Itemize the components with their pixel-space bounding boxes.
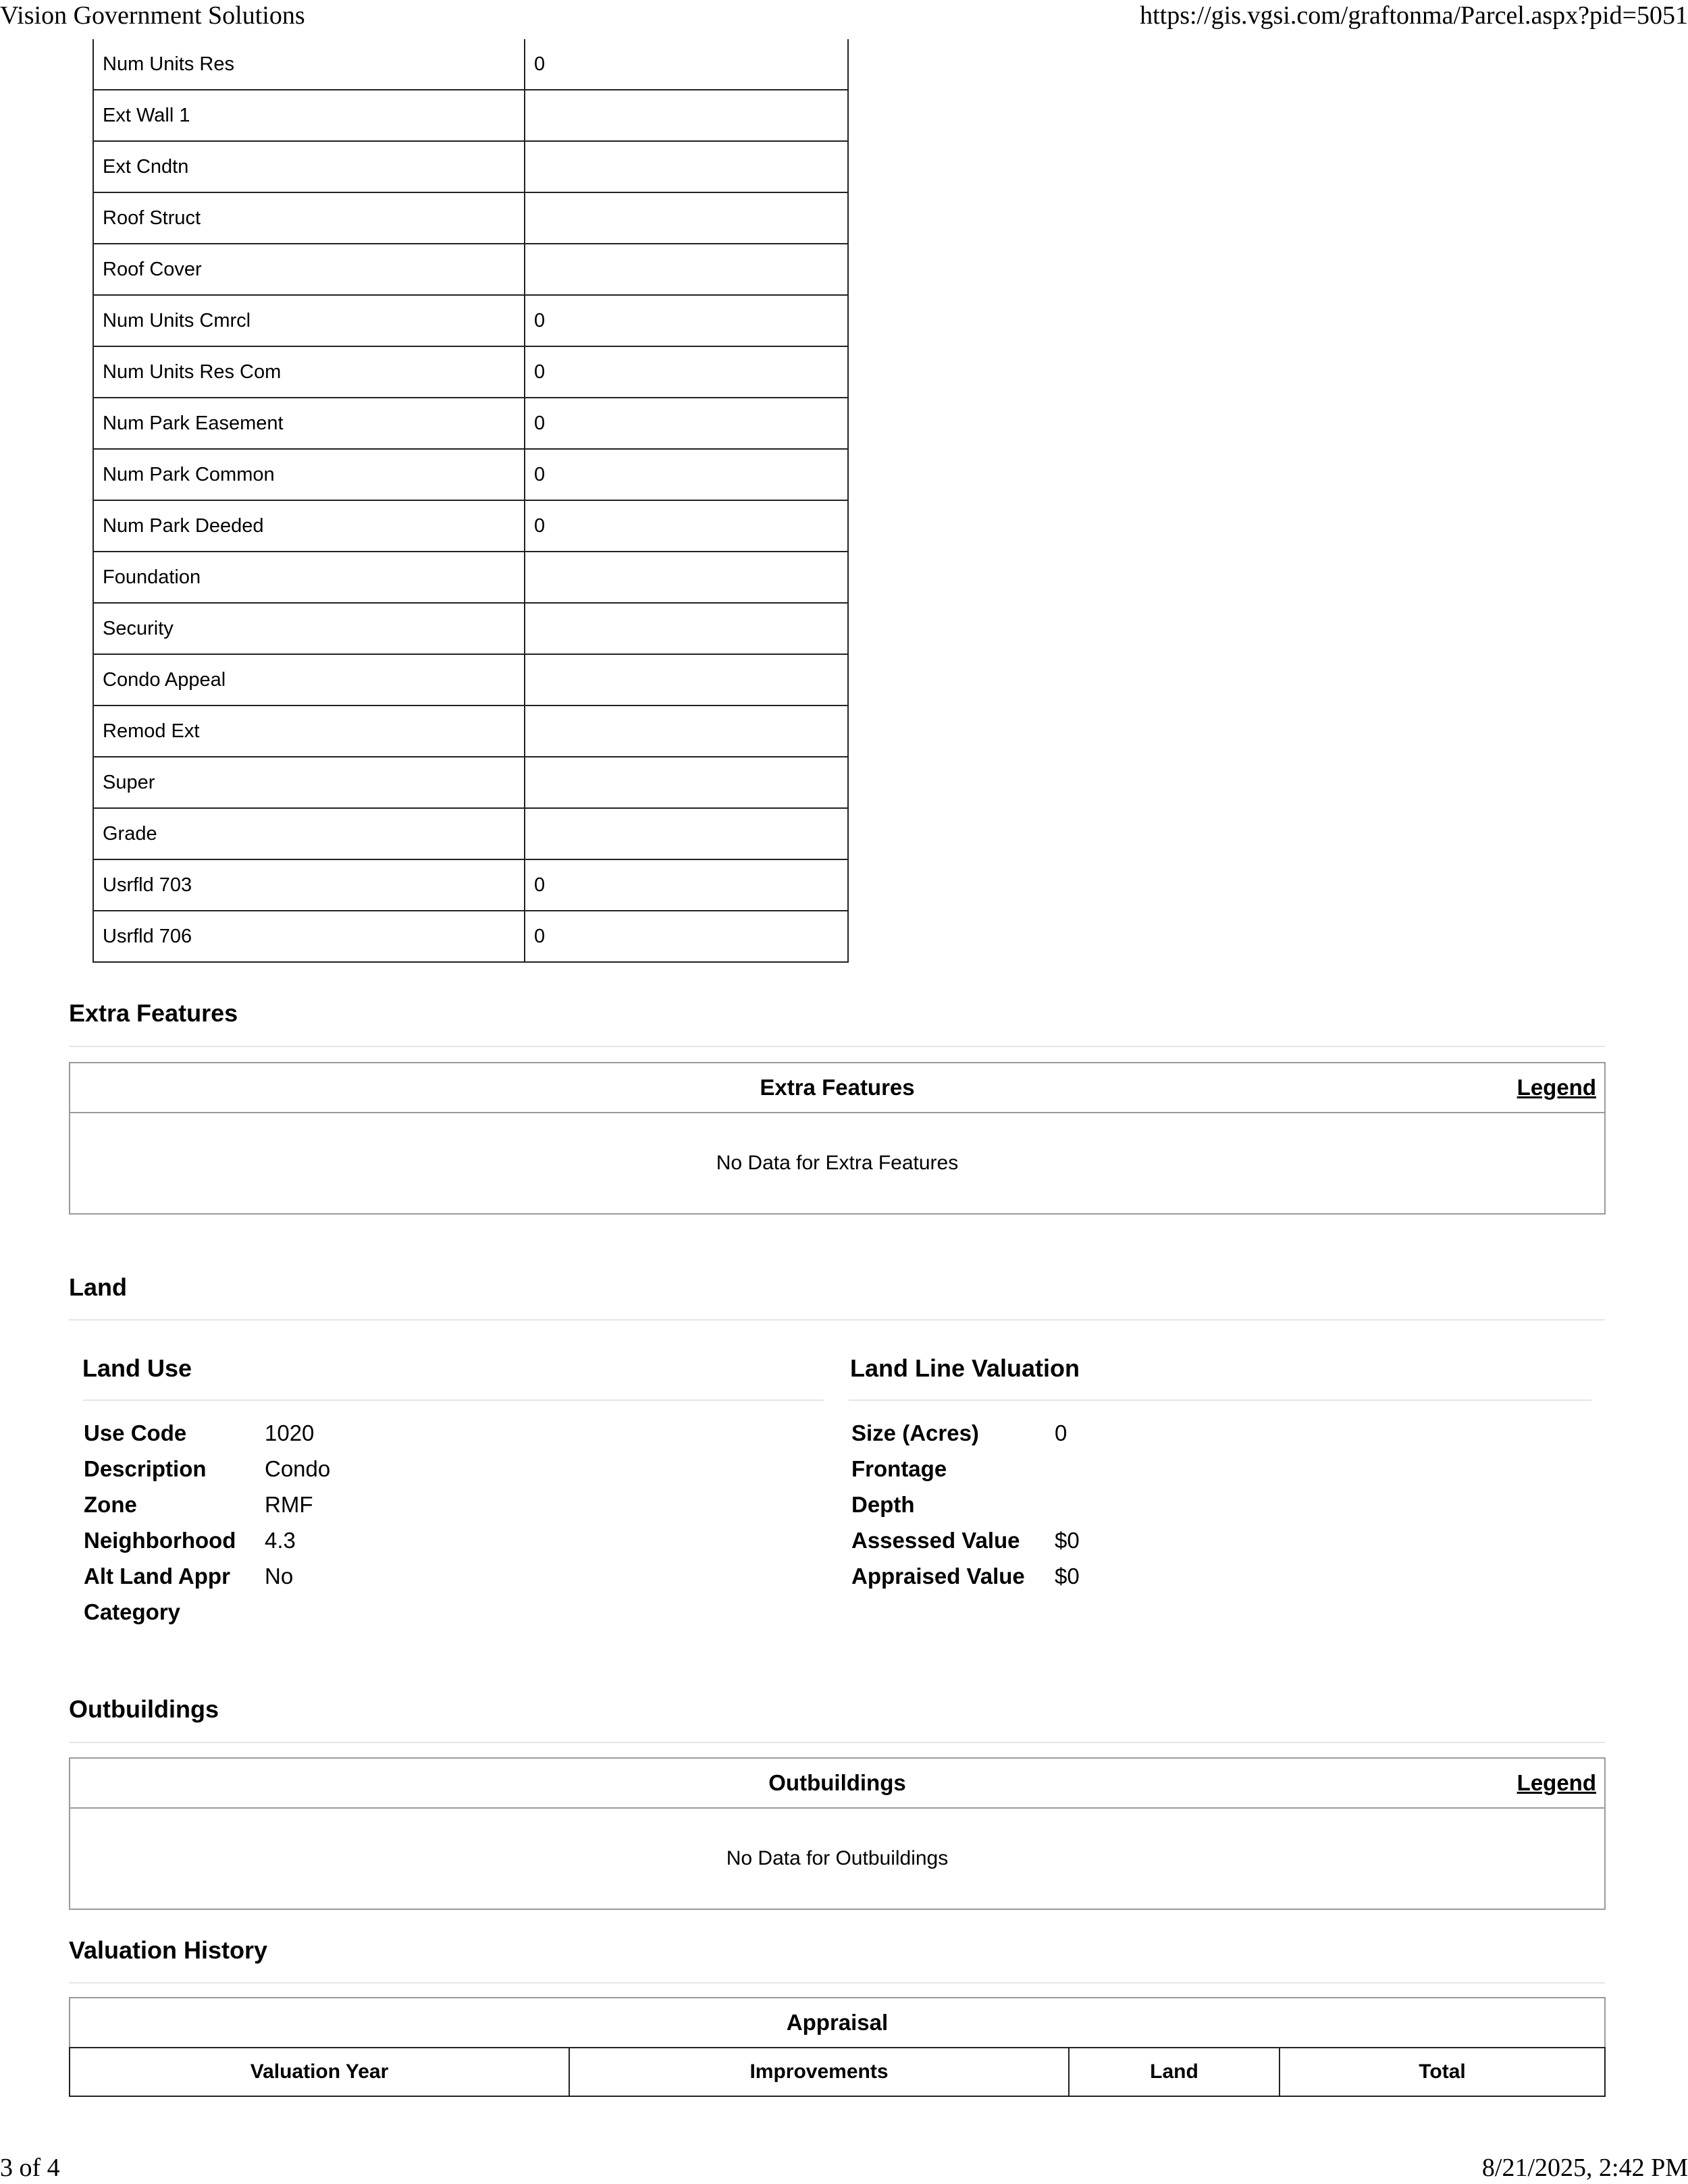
attribute-value bbox=[525, 757, 848, 808]
land-use-heading: Land Use bbox=[82, 1354, 192, 1382]
outbuildings-legend-link[interactable]: Legend bbox=[1516, 1770, 1596, 1795]
attribute-value: 0 bbox=[525, 449, 848, 500]
attribute-value bbox=[525, 192, 848, 244]
attribute-row bbox=[93, 500, 848, 552]
attribute-row bbox=[93, 346, 848, 398]
attribute-value bbox=[525, 603, 848, 654]
detail-value: No bbox=[265, 1563, 294, 1589]
outbuildings-table-title: Outbuildings bbox=[768, 1770, 906, 1795]
attribute-row bbox=[93, 808, 848, 859]
attribute-label: Ext Wall 1 bbox=[93, 90, 525, 141]
outbuildings-table bbox=[69, 1757, 1606, 1910]
extra-features-table-header bbox=[70, 1063, 1604, 1113]
detail-label: Assessed Value bbox=[851, 1527, 1020, 1553]
appraisal-table bbox=[69, 1997, 1606, 2097]
detail-label: Neighborhood bbox=[84, 1527, 236, 1553]
attribute-value bbox=[525, 654, 848, 705]
detail-row bbox=[851, 1558, 1587, 1594]
attribute-label: Num Park Easement bbox=[93, 398, 525, 449]
attribute-label: Foundation bbox=[93, 552, 525, 603]
detail-row bbox=[84, 1451, 820, 1487]
attribute-row bbox=[93, 398, 848, 449]
attribute-row bbox=[93, 654, 848, 705]
column-header-total: Total bbox=[1280, 2048, 1605, 2096]
valuation-history-heading: Valuation History bbox=[69, 1936, 268, 1964]
detail-label: Description bbox=[84, 1456, 207, 1481]
detail-label: Depth bbox=[851, 1491, 915, 1517]
extra-features-heading: Extra Features bbox=[69, 999, 238, 1027]
print-header-site-name: Vision Government Solutions bbox=[0, 1, 305, 30]
attribute-label: Usrfld 706 bbox=[93, 911, 525, 962]
detail-label: Use Code bbox=[84, 1420, 187, 1445]
attribute-label: Roof Cover bbox=[93, 244, 525, 295]
extra-features-empty-message: No Data for Extra Features bbox=[716, 1152, 959, 1174]
attribute-label: Security bbox=[93, 603, 525, 654]
column-header-improvements: Improvements bbox=[569, 2048, 1069, 2096]
attribute-row bbox=[93, 90, 848, 141]
attribute-label: Num Park Deeded bbox=[93, 500, 525, 552]
attribute-label: Num Units Res bbox=[93, 39, 525, 90]
detail-value: $0 bbox=[1055, 1563, 1080, 1589]
land-line-valuation-heading: Land Line Valuation bbox=[850, 1354, 1080, 1382]
attribute-value bbox=[525, 552, 848, 603]
divider bbox=[69, 1982, 1605, 1983]
attribute-value bbox=[525, 90, 848, 141]
detail-row bbox=[84, 1558, 820, 1594]
appraisal-header-row bbox=[70, 2048, 1605, 2096]
detail-label: Alt Land Appr bbox=[84, 1563, 230, 1589]
attribute-row bbox=[93, 141, 848, 192]
detail-row bbox=[84, 1415, 820, 1451]
detail-row bbox=[84, 1594, 820, 1630]
detail-value: Condo bbox=[265, 1456, 331, 1481]
attribute-label: Grade bbox=[93, 808, 525, 859]
attribute-row bbox=[93, 911, 848, 962]
attribute-label: Num Park Common bbox=[93, 449, 525, 500]
land-use-details bbox=[84, 1415, 820, 1630]
attribute-row bbox=[93, 39, 848, 90]
attribute-label: Remod Ext bbox=[93, 705, 525, 757]
detail-label: Appraised Value bbox=[851, 1563, 1025, 1589]
print-footer-datetime: 8/21/2025, 2:42 PM bbox=[1481, 2154, 1688, 2182]
attribute-label: Super bbox=[93, 757, 525, 808]
attribute-label: Num Units Res Com bbox=[93, 346, 525, 398]
attribute-label: Roof Struct bbox=[93, 192, 525, 244]
building-attributes-table bbox=[93, 39, 849, 963]
extra-features-legend-link[interactable]: Legend bbox=[1516, 1075, 1596, 1100]
attribute-label: Condo Appeal bbox=[93, 654, 525, 705]
attribute-value: 0 bbox=[525, 295, 848, 346]
detail-value: 1020 bbox=[265, 1420, 315, 1445]
attribute-row bbox=[93, 603, 848, 654]
attribute-row bbox=[93, 295, 848, 346]
land-heading: Land bbox=[69, 1273, 127, 1301]
attribute-value: 0 bbox=[525, 859, 848, 911]
attribute-row bbox=[93, 859, 848, 911]
attribute-row bbox=[93, 705, 848, 757]
attribute-row bbox=[93, 449, 848, 500]
column-header-land: Land bbox=[1069, 2048, 1280, 2096]
attribute-value: 0 bbox=[525, 911, 848, 962]
attribute-value bbox=[525, 808, 848, 859]
attribute-value: 0 bbox=[525, 346, 848, 398]
print-footer-page-number: 3 of 4 bbox=[0, 2154, 60, 2182]
detail-label: Category bbox=[84, 1599, 181, 1624]
attribute-row bbox=[93, 757, 848, 808]
attribute-value: 0 bbox=[525, 500, 848, 552]
divider bbox=[69, 1319, 1605, 1321]
attribute-value bbox=[525, 244, 848, 295]
attribute-value: 0 bbox=[525, 39, 848, 90]
divider bbox=[849, 1400, 1591, 1401]
detail-row bbox=[851, 1487, 1587, 1522]
extra-features-table-title: Extra Features bbox=[760, 1075, 915, 1100]
attribute-row bbox=[93, 244, 848, 295]
outbuildings-heading: Outbuildings bbox=[69, 1695, 219, 1723]
divider bbox=[82, 1400, 824, 1401]
appraisal-caption: Appraisal bbox=[70, 1998, 1605, 2048]
detail-row bbox=[851, 1415, 1587, 1451]
detail-row bbox=[84, 1487, 820, 1522]
detail-value: 4.3 bbox=[265, 1527, 296, 1553]
divider bbox=[69, 1046, 1605, 1047]
column-header-valuation-year: Valuation Year bbox=[70, 2048, 569, 2096]
print-header-url: https://gis.vgsi.com/graftonma/Parcel.aspx?pid=5051 bbox=[1140, 1, 1688, 30]
detail-row bbox=[84, 1522, 820, 1558]
attribute-row bbox=[93, 552, 848, 603]
attribute-value bbox=[525, 705, 848, 757]
attribute-value bbox=[525, 141, 848, 192]
attribute-value: 0 bbox=[525, 398, 848, 449]
outbuildings-table-header bbox=[70, 1759, 1604, 1809]
divider bbox=[69, 1742, 1605, 1743]
extra-features-table bbox=[69, 1062, 1606, 1215]
attribute-label: Ext Cndtn bbox=[93, 141, 525, 192]
detail-value: 0 bbox=[1055, 1420, 1067, 1445]
detail-row bbox=[851, 1522, 1587, 1558]
attribute-label: Num Units Cmrcl bbox=[93, 295, 525, 346]
detail-row bbox=[851, 1451, 1587, 1487]
outbuildings-empty-message: No Data for Outbuildings bbox=[726, 1847, 949, 1869]
attribute-label: Usrfld 703 bbox=[93, 859, 525, 911]
attribute-row bbox=[93, 192, 848, 244]
detail-label: Zone bbox=[84, 1491, 137, 1517]
detail-value: RMF bbox=[265, 1491, 313, 1517]
land-line-valuation-details bbox=[851, 1415, 1587, 1594]
detail-value: $0 bbox=[1055, 1527, 1080, 1553]
detail-label: Frontage bbox=[851, 1456, 947, 1481]
detail-label: Size (Acres) bbox=[851, 1420, 979, 1445]
